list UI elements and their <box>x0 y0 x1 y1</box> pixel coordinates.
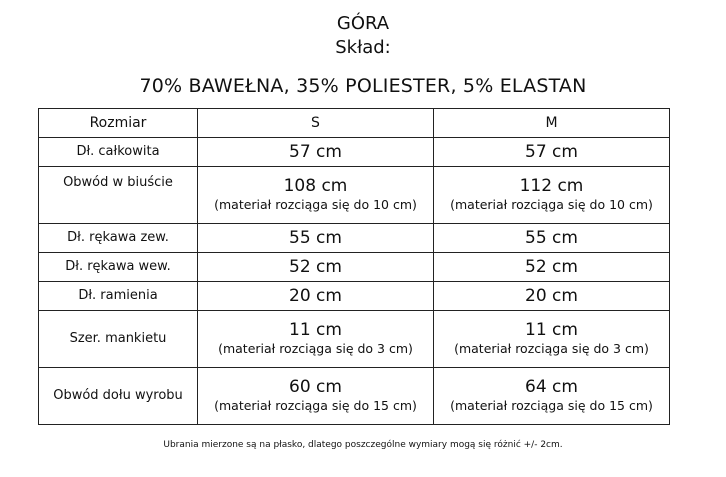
cell-s-value: 52 cm <box>198 253 434 282</box>
cell-m-value: 11 cm <box>525 320 578 340</box>
composition-text: 70% BAWEŁNA, 35% POLIESTER, 5% ELASTAN <box>139 75 587 97</box>
cell-s-note: (materiał rozciąga się do 10 cm) <box>214 197 417 212</box>
table-row <box>39 167 670 224</box>
cell-s-value: 57 cm <box>198 138 434 167</box>
cell-s-value: 108 cm <box>283 176 348 196</box>
cell-m-value: 57 cm <box>434 138 670 167</box>
column-header-size: Rozmiar <box>39 109 198 138</box>
cell-s-note: (materiał rozciąga się do 15 cm) <box>214 398 417 413</box>
cell-m-note: (materiał rozciąga się do 15 cm) <box>450 398 653 413</box>
cell-m <box>434 311 670 368</box>
cell-m-value: 20 cm <box>434 282 670 311</box>
table-row <box>39 282 670 311</box>
cell-s-value: 60 cm <box>289 377 342 397</box>
table-row <box>39 368 670 425</box>
cell-s <box>198 311 434 368</box>
row-label: Szer. mankietu <box>39 311 198 368</box>
cell-m-value: 52 cm <box>434 253 670 282</box>
cell-m-value: 64 cm <box>525 377 578 397</box>
row-label: Obwód dołu wyrobu <box>39 368 198 425</box>
cell-s-value: 20 cm <box>198 282 434 311</box>
table-row <box>39 138 670 167</box>
table-row <box>39 253 670 282</box>
column-header-m: M <box>434 109 670 138</box>
column-header-s: S <box>198 109 434 138</box>
row-label: Dł. ramienia <box>39 282 198 311</box>
cell-s <box>198 368 434 425</box>
cell-m-value: 112 cm <box>519 176 584 196</box>
cell-s-note: (materiał rozciąga się do 3 cm) <box>218 341 413 356</box>
row-label: Dł. rękawa wew. <box>39 253 198 282</box>
composition-heading: Skład: <box>335 37 391 58</box>
cell-m <box>434 368 670 425</box>
cell-m-note: (materiał rozciąga się do 10 cm) <box>450 197 653 212</box>
cell-m <box>434 167 670 224</box>
table-row <box>39 311 670 368</box>
cell-s-value: 11 cm <box>289 320 342 340</box>
page-title: GÓRA <box>336 13 390 34</box>
measurement-note: Ubrania mierzone są na płasko, dlatego poszczególne wymiary mogą się różnić +/- 2cm. <box>163 440 563 450</box>
cell-m-value: 55 cm <box>434 224 670 253</box>
cell-m-note: (materiał rozciąga się do 3 cm) <box>454 341 649 356</box>
cell-s <box>198 167 434 224</box>
row-label: Dł. rękawa zew. <box>39 224 198 253</box>
row-label: Obwód w biuście <box>39 167 198 224</box>
row-label: Dł. całkowita <box>39 138 198 167</box>
table-row <box>39 224 670 253</box>
size-table <box>38 108 670 425</box>
table-header-row <box>39 109 670 138</box>
cell-s-value: 55 cm <box>198 224 434 253</box>
